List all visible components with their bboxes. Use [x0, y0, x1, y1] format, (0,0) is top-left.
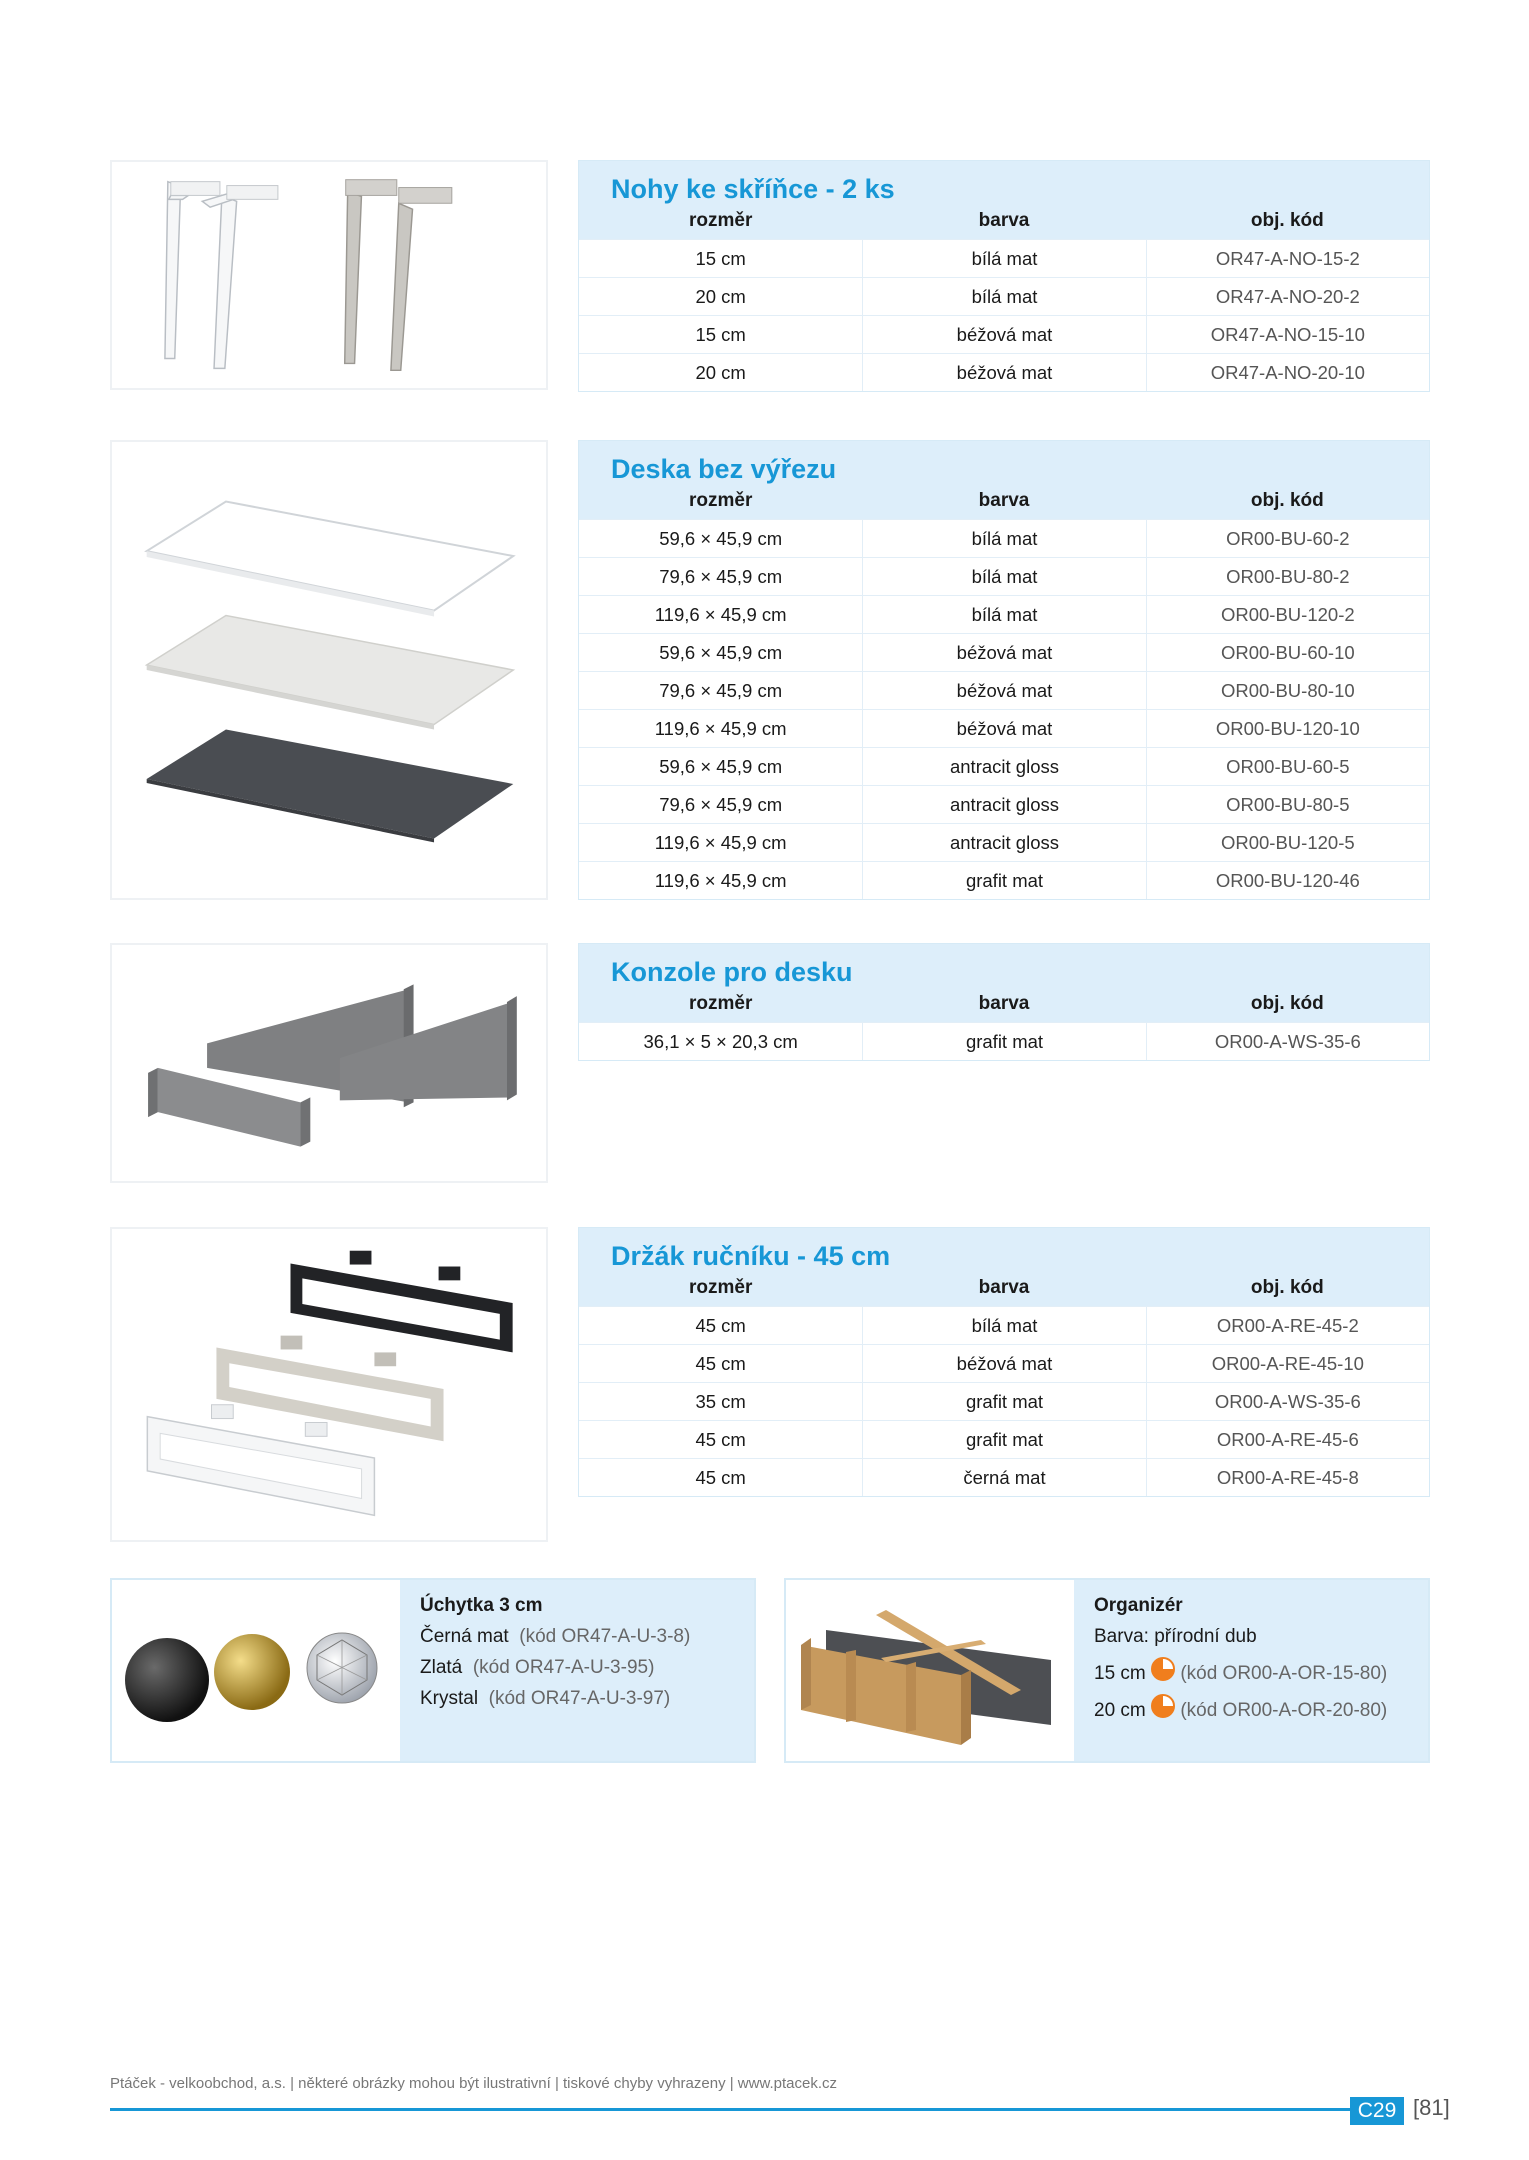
- knob-title: Úchytka 3 cm: [420, 1595, 543, 1616]
- console-table: [578, 943, 1430, 1061]
- table-row: 119,6 × 45,9 cm grafit mat OR00-BU-120-46: [579, 861, 1429, 899]
- towel-holder-table: [578, 1227, 1430, 1497]
- console-image: [110, 943, 548, 1183]
- table-row: 45 cm černá mat OR00-A-RE-45-8: [579, 1458, 1429, 1496]
- knob-option: Zlatá (kód OR47-A-U-3-95): [420, 1657, 655, 1678]
- col-header-color: barva: [978, 1277, 1030, 1298]
- table-row: 119,6 × 45,9 cm béžová mat OR00-BU-120-10: [579, 709, 1429, 747]
- knob-option: Krystal (kód OR47-A-U-3-97): [420, 1688, 671, 1709]
- pie-chart-icon: [1151, 1694, 1175, 1718]
- col-header-color: barva: [978, 993, 1030, 1014]
- col-header-code: obj. kód: [1250, 993, 1324, 1014]
- col-header-code: obj. kód: [1250, 1277, 1324, 1298]
- table-row: 79,6 × 45,9 cm antracit gloss OR00-BU-80-5: [579, 785, 1429, 823]
- console-title: Konzole pro desku: [611, 957, 853, 987]
- col-header-code: obj. kód: [1250, 490, 1324, 511]
- pie-chart-icon: [1151, 1657, 1175, 1681]
- board-image: [110, 440, 548, 900]
- col-header-color: barva: [978, 490, 1030, 511]
- knob-image: [112, 1580, 400, 1761]
- table-row: 45 cm bílá mat OR00-A-RE-45-2: [579, 1306, 1429, 1344]
- col-header-code: obj. kód: [1250, 210, 1324, 231]
- knob-panel: [110, 1578, 756, 1763]
- table-row: 59,6 × 45,9 cm antracit gloss OR00-BU-60-5: [579, 747, 1429, 785]
- table-row: 59,6 × 45,9 cm bílá mat OR00-BU-60-2: [579, 519, 1429, 557]
- knob-option: Černá mat (kód OR47-A-U-3-8): [420, 1626, 691, 1647]
- towel-holder-title: Držák ručníku - 45 cm: [611, 1241, 891, 1271]
- organizer-image: [786, 1580, 1074, 1761]
- board-title: Deska bez výřezu: [611, 454, 837, 484]
- col-header-size: rozměr: [688, 993, 753, 1014]
- table-row: 20 cm béžová mat OR47-A-NO-20-10: [579, 353, 1429, 391]
- organizer-panel: [784, 1578, 1430, 1763]
- footer-text: Ptáček - velkoobchod, a.s. | některé obrázky mohou být ilustrativní | tiskové chyby vyhrazeny | www.ptacek.cz: [110, 2075, 838, 2092]
- table-row: 45 cm béžová mat OR00-A-RE-45-10: [579, 1344, 1429, 1382]
- towel-holder-image: [110, 1227, 548, 1542]
- col-header-size: rozměr: [688, 490, 753, 511]
- col-header-color: barva: [978, 210, 1030, 231]
- table-row: 36,1 × 5 × 20,3 cm grafit mat OR00-A-WS-35-6: [579, 1022, 1429, 1060]
- col-header-size: rozměr: [688, 1277, 753, 1298]
- organizer-color: Barva: přírodní dub: [1094, 1626, 1257, 1647]
- table-row: 119,6 × 45,9 cm antracit gloss OR00-BU-120-5: [579, 823, 1429, 861]
- organizer-title: Organizér: [1094, 1595, 1183, 1616]
- table-row: 79,6 × 45,9 cm bílá mat OR00-BU-80-2: [579, 557, 1429, 595]
- organizer-option: 15 cm (kód OR00-A-OR-15-80): [1094, 1657, 1408, 1689]
- section-badge: C29: [1350, 2097, 1404, 2125]
- legs-table: [578, 160, 1430, 392]
- table-row: 59,6 × 45,9 cm béžová mat OR00-BU-60-10: [579, 633, 1429, 671]
- table-row: 20 cm bílá mat OR47-A-NO-20-2: [579, 277, 1429, 315]
- table-row: 35 cm grafit mat OR00-A-WS-35-6: [579, 1382, 1429, 1420]
- col-header-size: rozměr: [688, 210, 753, 231]
- legs-image: [110, 160, 548, 390]
- table-row: 45 cm grafit mat OR00-A-RE-45-6: [579, 1420, 1429, 1458]
- page-number: [81]: [1413, 2095, 1450, 2120]
- legs-title: Nohy ke skříňce - 2 ks: [611, 174, 895, 204]
- board-table: [578, 440, 1430, 900]
- table-row: 15 cm béžová mat OR47-A-NO-15-10: [579, 315, 1429, 353]
- table-row: 119,6 × 45,9 cm bílá mat OR00-BU-120-2: [579, 595, 1429, 633]
- table-row: 15 cm bílá mat OR47-A-NO-15-2: [579, 239, 1429, 277]
- organizer-option: 20 cm (kód OR00-A-OR-20-80): [1094, 1694, 1408, 1726]
- table-row: 79,6 × 45,9 cm béžová mat OR00-BU-80-10: [579, 671, 1429, 709]
- footer-divider: [110, 2108, 1354, 2111]
